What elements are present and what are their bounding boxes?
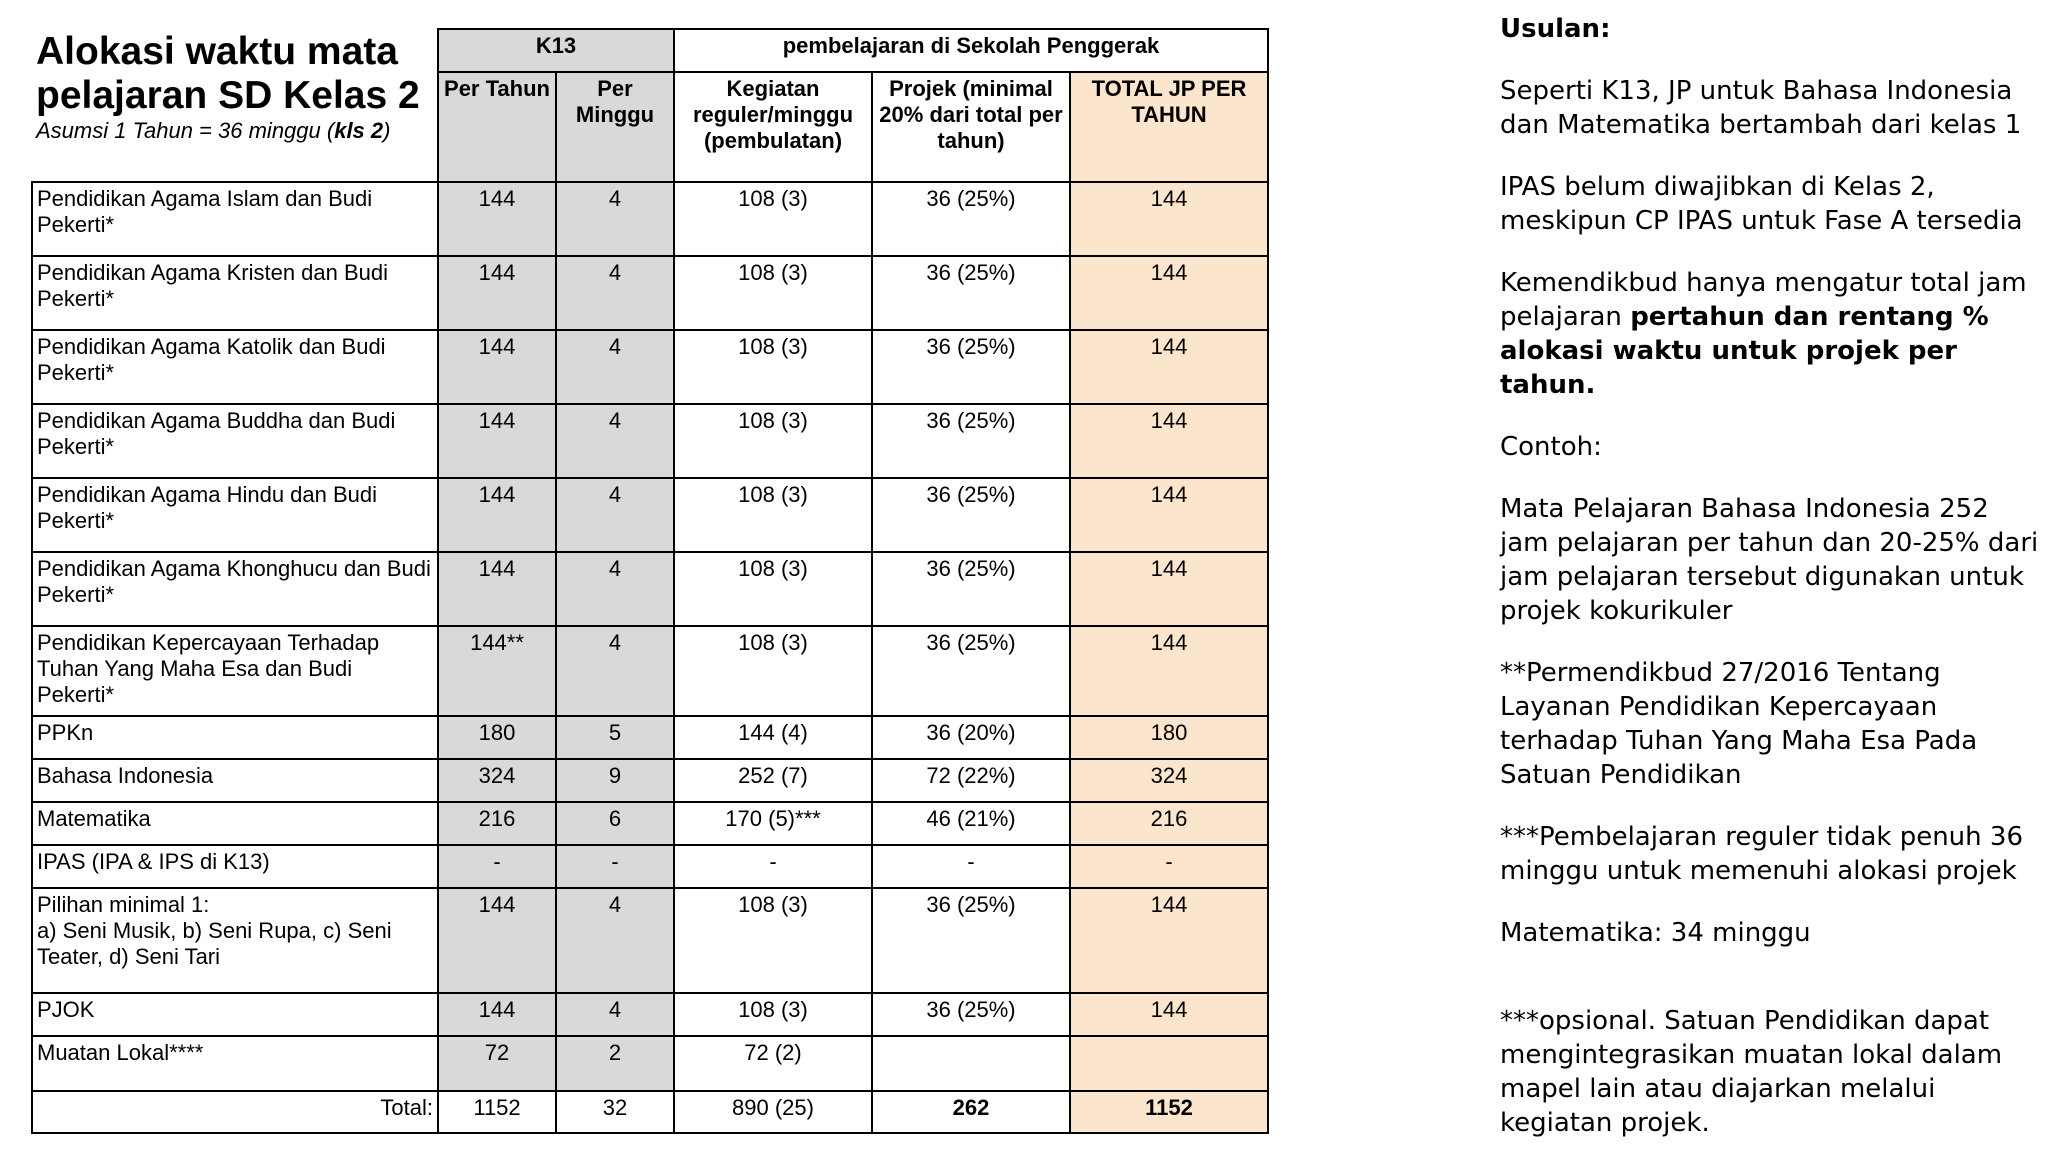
note-ipas: IPAS belum diwajibkan di Kelas 2, meskipun CP IPAS untuk Fase A tersedia: [1500, 172, 2023, 236]
header-spacer: [32, 29, 438, 182]
total-per-tahun: 1152: [438, 1091, 556, 1133]
per-tahun-cell: 144: [438, 993, 556, 1036]
totals-row: [32, 1091, 1268, 1133]
kegiatan-cell: 108 (3): [674, 552, 872, 626]
group-header-k13: K13: [438, 29, 674, 72]
total-cell: 324: [1070, 759, 1268, 802]
kegiatan-cell: 108 (3): [674, 993, 872, 1036]
per-minggu-cell: 4: [556, 404, 674, 478]
subject-cell: Pendidikan Agama Katolik dan Budi Pekerti*: [32, 330, 438, 404]
projek-cell: 36 (20%): [872, 716, 1070, 759]
per-minggu-cell: 4: [556, 256, 674, 330]
projek-cell: 36 (25%): [872, 888, 1070, 993]
per-minggu-cell: 4: [556, 478, 674, 552]
per-tahun-cell: 144: [438, 478, 556, 552]
group-header-penggerak: pembelajaran di Sekolah Penggerak: [674, 29, 1268, 72]
kegiatan-cell: 170 (5)***: [674, 802, 872, 845]
total-cell: 144: [1070, 888, 1268, 993]
projek-cell: 72 (22%): [872, 759, 1070, 802]
table-row: [32, 626, 1268, 716]
total-cell: -: [1070, 845, 1268, 888]
totals-label: Total:: [32, 1091, 438, 1133]
per-tahun-cell: -: [438, 845, 556, 888]
note-matematika: Matematika: 34 minggu: [1500, 918, 1811, 948]
per-minggu-cell: 5: [556, 716, 674, 759]
note-contoh-text: Mata Pelajaran Bahasa Indonesia 252 jam pelajaran per tahun dan 20-25% dari jam pelajaran tersebut digunakan untuk projek kokurikuler: [1500, 494, 2039, 626]
projek-cell: 36 (25%): [872, 552, 1070, 626]
kegiatan-cell: 108 (3): [674, 626, 872, 716]
col-header-projek: Projek (minimal 20% dari total per tahun): [872, 72, 1070, 182]
note-kemendikbud-normal: Kemendikbud hanya mengatur total jam pelajaran: [1500, 268, 2027, 332]
per-tahun-cell: 324: [438, 759, 556, 802]
per-tahun-cell: 144: [438, 256, 556, 330]
table-row: [32, 404, 1268, 478]
kegiatan-cell: 108 (3): [674, 330, 872, 404]
per-minggu-cell: 4: [556, 993, 674, 1036]
projek-cell: 36 (25%): [872, 330, 1070, 404]
per-minggu-cell: 2: [556, 1036, 674, 1091]
note-k13-increase: Seperti K13, JP untuk Bahasa Indonesia dan Matematika bertambah dari kelas 1: [1500, 76, 2022, 140]
projek-cell: [872, 1036, 1070, 1091]
table-row: [32, 256, 1268, 330]
notes-heading: Usulan:: [1500, 14, 1611, 44]
notes-panel: [1500, 12, 2040, 1168]
per-minggu-cell: 4: [556, 182, 674, 256]
per-minggu-cell: -: [556, 845, 674, 888]
total-cell: 144: [1070, 478, 1268, 552]
total-cell: 144: [1070, 552, 1268, 626]
subject-cell: PPKn: [32, 716, 438, 759]
note-kemendikbud: [1500, 266, 2040, 402]
per-minggu-cell: 6: [556, 802, 674, 845]
allocation-table: [31, 28, 1269, 1134]
per-tahun-cell: 144: [438, 404, 556, 478]
total-cell: 144: [1070, 993, 1268, 1036]
per-tahun-cell: 144: [438, 552, 556, 626]
projek-cell: 36 (25%): [872, 404, 1070, 478]
total-per-minggu: 32: [556, 1091, 674, 1133]
table-row: [32, 759, 1268, 802]
table-row: [32, 552, 1268, 626]
total-cell: [1070, 1036, 1268, 1091]
table-row: [32, 330, 1268, 404]
note-opsional: ***opsional. Satuan Pendidikan dapat mengintegrasikan muatan lokal dalam mapel lain atau diajarkan melalui kegiatan projek.: [1500, 1006, 2003, 1138]
total-kegiatan: 890 (25): [674, 1091, 872, 1133]
page-title: Alokasi waktu mata pelajaran SD Kelas 2: [36, 30, 420, 117]
col-header-per-tahun: Per Tahun: [438, 72, 556, 182]
subject-cell: Pendidikan Agama Kristen dan Budi Pekerti*: [32, 256, 438, 330]
table-row: [32, 716, 1268, 759]
subject-cell: Matematika: [32, 802, 438, 845]
kegiatan-cell: -: [674, 845, 872, 888]
projek-cell: 36 (25%): [872, 256, 1070, 330]
subject-cell: Muatan Lokal****: [32, 1036, 438, 1091]
total-cell: 144: [1070, 330, 1268, 404]
per-tahun-cell: 144: [438, 330, 556, 404]
table-row: [32, 478, 1268, 552]
total-cell: 144: [1070, 256, 1268, 330]
per-tahun-cell: 144: [438, 182, 556, 256]
total-cell: 144: [1070, 182, 1268, 256]
col-header-total: TOTAL JP PER TAHUN: [1070, 72, 1268, 182]
kegiatan-cell: 108 (3): [674, 182, 872, 256]
per-tahun-cell: 144: [438, 888, 556, 993]
per-tahun-cell: 216: [438, 802, 556, 845]
per-tahun-cell: 144**: [438, 626, 556, 716]
per-minggu-cell: 4: [556, 626, 674, 716]
subject-cell: Bahasa Indonesia: [32, 759, 438, 802]
projek-cell: 46 (21%): [872, 802, 1070, 845]
total-projek: 262: [872, 1091, 1070, 1133]
kegiatan-cell: 108 (3): [674, 256, 872, 330]
subtitle-suffix: ): [383, 118, 391, 143]
table-row: [32, 1036, 1268, 1091]
col-header-per-minggu: Per Minggu: [556, 72, 674, 182]
total-cell: 216: [1070, 802, 1268, 845]
subtitle-prefix: Asumsi 1 Tahun = 36 minggu (: [36, 118, 335, 143]
per-minggu-cell: 4: [556, 552, 674, 626]
per-minggu-cell: 9: [556, 759, 674, 802]
subject-cell: Pendidikan Agama Islam dan Budi Pekerti*: [32, 182, 438, 256]
table-row: [32, 802, 1268, 845]
kegiatan-cell: 108 (3): [674, 478, 872, 552]
table-row: [32, 845, 1268, 888]
note-contoh-label: Contoh:: [1500, 432, 1602, 462]
kegiatan-cell: 252 (7): [674, 759, 872, 802]
subject-cell: Pendidikan Agama Hindu dan Budi Pekerti*: [32, 478, 438, 552]
subject-cell: IPAS (IPA & IPS di K13): [32, 845, 438, 888]
total-cell: 180: [1070, 716, 1268, 759]
per-minggu-cell: 4: [556, 330, 674, 404]
subject-cell: Pendidikan Kepercayaan Terhadap Tuhan Yang Maha Esa dan Budi Pekerti*: [32, 626, 438, 716]
kegiatan-cell: 108 (3): [674, 404, 872, 478]
note-kemendikbud-bold: pertahun dan rentang % alokasi waktu untuk projek per tahun.: [1500, 302, 1989, 400]
subject-cell: PJOK: [32, 993, 438, 1036]
table-row: [32, 993, 1268, 1036]
kegiatan-cell: 72 (2): [674, 1036, 872, 1091]
total-cell: 144: [1070, 626, 1268, 716]
total-jp: 1152: [1070, 1091, 1268, 1133]
projek-cell: 36 (25%): [872, 182, 1070, 256]
col-header-kegiatan: Kegiatan reguler/minggu (pembulatan): [674, 72, 872, 182]
note-permendikbud: **Permendikbud 27/2016 Tentang Layanan Pendidikan Kepercayaan terhadap Tuhan Yang Maha Esa Pada Satuan Pendidikan: [1500, 658, 1978, 790]
per-tahun-cell: 72: [438, 1036, 556, 1091]
kegiatan-cell: 108 (3): [674, 888, 872, 993]
subject-cell: Pendidikan Agama Khonghucu dan Budi Pekerti*: [32, 552, 438, 626]
projek-cell: 36 (25%): [872, 626, 1070, 716]
projek-cell: 36 (25%): [872, 993, 1070, 1036]
subtitle-bold: kls 2: [334, 118, 384, 143]
table-row: [32, 182, 1268, 256]
subject-cell: Pilihan minimal 1: a) Seni Musik, b) Seni Rupa, c) Seni Teater, d) Seni Tari: [32, 888, 438, 993]
projek-cell: 36 (25%): [872, 478, 1070, 552]
per-tahun-cell: 180: [438, 716, 556, 759]
projek-cell: -: [872, 845, 1070, 888]
table-body: [32, 182, 1268, 1091]
kegiatan-cell: 144 (4): [674, 716, 872, 759]
total-cell: 144: [1070, 404, 1268, 478]
per-minggu-cell: 4: [556, 888, 674, 993]
table-row: [32, 888, 1268, 993]
subject-cell: Pendidikan Agama Buddha dan Budi Pekerti*: [32, 404, 438, 478]
note-reguler: ***Pembelajaran reguler tidak penuh 36 minggu untuk memenuhi alokasi projek: [1500, 822, 2023, 886]
